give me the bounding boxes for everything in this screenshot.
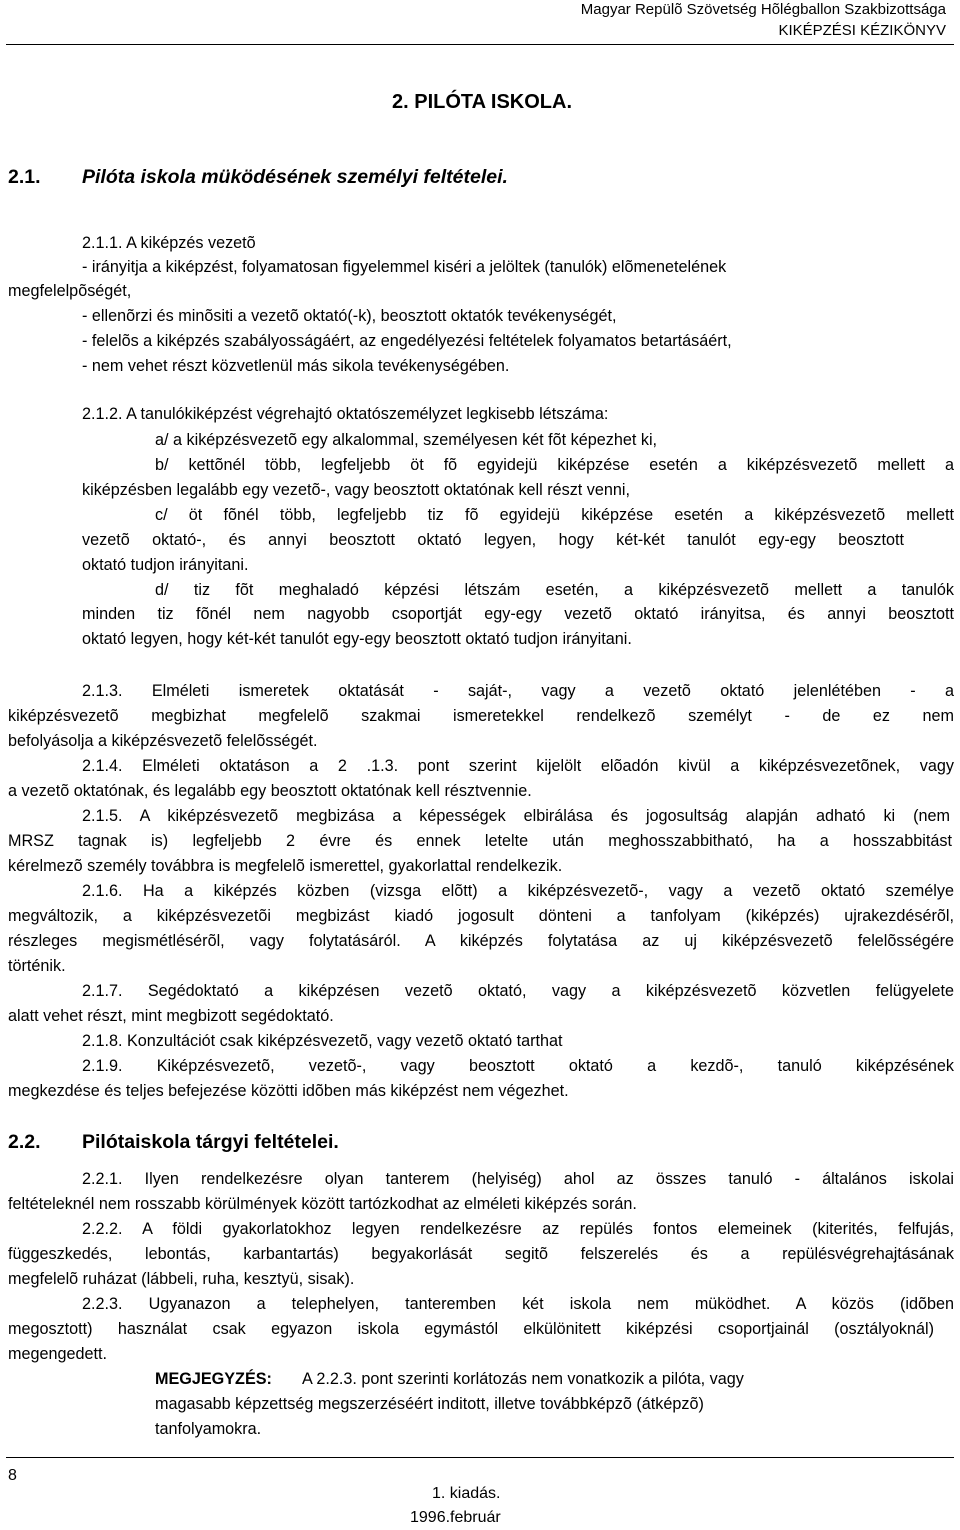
paragraph-line: 2.2.1. Ilyen rendelkezésre olyan tanterem (helyiség) ahol az összes tanuló - általános iskolai [82,1170,954,1188]
paragraph-line: MRSZ tagnak is) legfeljebb 2 évre és ennek letelte után meghosszabbitható, ha a hosszabbitást [8,832,952,850]
header-organization: Magyar Repülõ Szövetség Hõlégballon Szakbizottsága [580,1,946,18]
paragraph-line: 2.1.1. A kiképzés vezetõ [82,234,256,252]
paragraph-line: - ellenõrzi és minõsiti a vezetõ oktató(-k), beosztott oktatók tevékenységét, [82,307,617,325]
paragraph-line: - felelõs a kiképzés szabályosságáért, az engedélyezési feltételek folyamatos betartásáért, [82,332,732,350]
paragraph-line: a vezetõ oktatónak, és legalább egy beosztott oktatónak kell résztvennie. [8,782,532,800]
paragraph-line: 2.1.7. Segédoktató a kiképzésen vezetõ oktató, vagy a kiképzésvezetõ közvetlen felügyelete [82,982,954,1000]
paragraph-line: oktató legyen, hogy két-két tanulót egy-egy beosztott oktató tudjon irányitani. [82,630,632,648]
paragraph-line: - nem vehet részt közvetlenül más sikola tevékenységében. [82,357,510,375]
note-text: tanfolyamokra. [155,1420,262,1438]
paragraph-line: részleges megismétlésérõl, vagy folytatásáról. A kiképzés folytatása az uj kiképzésvezetõ felelõsségére [8,932,954,950]
paragraph-line: 2.2.2. A földi gyakorlatokhoz legyen rendelkezésre az repülés fontos elemeinek (kiterités, felfujás, [82,1220,954,1238]
paragraph-line: feltételeknél nem rosszabb körülmények között tartózkodhat az elméleti kiképzés során. [8,1195,637,1213]
paragraph-line: kiképzésvezetõ megbizhat megfelelõ szakmai ismeretekkel rendelkezõ személyt - de ez nem [8,707,954,725]
section-2-2-title: Pilótaiskola tárgyi feltételei. [82,1131,339,1153]
paragraph-line: megkezdése és teljes befejezése közötti idõben más kiképzést nem végezhet. [8,1082,569,1100]
paragraph-line: függeszkedés, lebontás, karbantartás) begyakorlását segitõ felszerelés és a repülésvégrehajtásának [8,1245,954,1263]
paragraph-line: 2.1.5. A kiképzésvezetõ megbizása a képességek elbirálása és jogosultság alapján adható ki (nem [82,807,950,825]
paragraph-line: 2.1.8. Konzultációt csak kiképzésvezetõ, vagy vezetõ oktató tarthat [82,1032,563,1050]
paragraph-line: megváltozik, a kiképzésvezetõi megbizást kiadó jogosult dönteni a tanfolyam (kiképzés) ujrakezdésérõl, [8,907,954,925]
paragraph-line: - irányitja a kiképzést, folyamatosan figyelemmel kiséri a jelöltek (tanulók) elõmenetelének [82,258,727,276]
paragraph-line: alatt vehet részt, mint megbizott segédoktató. [8,1007,334,1025]
paragraph-line: 2.1.3. Elméleti ismeretek oktatását - saját-, vagy a vezetõ oktató jelenlétében - a [82,682,954,700]
paragraph-line: b/ kettõnél több, legfeljebb öt fõ egyidejü kiképzése esetén a kiképzésvezetõ mellett a [155,456,954,474]
footer-edition: 1. kiadás. [432,1485,501,1502]
paragraph-line: történik. [8,957,66,975]
chapter-title: 2. PILÓTA ISKOLA. [392,91,573,113]
paragraph-line: c/ öt fõnél több, legfeljebb tiz fõ egyidejü kiképzése esetén a kiképzésvezetõ mellett [155,506,954,524]
paragraph-line: minden tiz fõnél nem nagyobb csoportját egy-egy vezetõ oktató irányitsa, és annyi beosztott [82,605,954,623]
header-rule [6,44,954,45]
paragraph-line: 2.1.9. Kiképzésvezetõ, vezetõ-, vagy beosztott oktató a kezdõ-, tanuló kiképzésének [82,1057,954,1075]
paragraph-line: a/ a kiképzésvezetõ egy alkalommal, személyesen két fõt képezhet ki, [155,431,658,449]
paragraph-line: 2.2.3. Ugyanazon a telephelyen, tanteremben két iskola nem müködhet. A közös (idõben [82,1295,954,1313]
paragraph-line: kérelmezõ személy továbbra is megfelelõ ismerettel, gyakorlattal rendelkezik. [8,857,563,875]
paragraph-line: oktató tudjon irányitani. [82,556,249,574]
header-document-title: KIKÉPZÉSI KÉZIKÖNYV [778,22,946,39]
paragraph-line: d/ tiz fõt meghaladó képzési létszám esetén, a kiképzésvezetõ mellett a tanulók [155,581,954,599]
note-text: magasabb képzettség megszerzéséért inditott, illetve továbbképzõ (átképzõ) [155,1395,704,1413]
paragraph-line: 2.1.6. Ha a kiképzés közben (vizsga elõtt) a kiképzésvezetõ-, vagy a vezetõ oktató személye [82,882,954,900]
paragraph-line: megosztott) használat csak egyazon iskola egymástól elkülönitett kiképzési csoportjainál (osztályoknál) [8,1320,934,1338]
paragraph-line: vezetõ oktató-, és annyi beosztott oktató legyen, hogy két-két tanulót egy-egy beosztott [82,531,904,549]
footer-rule [6,1457,954,1458]
page-number: 8 [8,1467,17,1484]
paragraph-line: 2.1.2. A tanulókiképzést végrehajtó oktatószemélyzet legkisebb létszáma: [82,405,609,423]
note-label: MEGJEGYZÉS: [155,1370,272,1388]
paragraph-line: megfelelõ ruházat (lábbeli, ruha, kesztyü, sisak). [8,1270,355,1288]
paragraph-line: 2.1.4. Elméleti oktatáson a 2 .1.3. pont szerint kijelölt elõadón kivül a kiképzésvezetõnek, vagy [82,757,954,775]
footer-date: 1996.február [410,1509,501,1526]
section-2-2-number: 2.2. [8,1131,41,1153]
section-2-1-number: 2.1. [8,166,41,188]
section-2-1-title: Pilóta iskola müködésének személyi feltételei. [82,166,508,188]
paragraph-line: kiképzésben legalább egy vezetõ-, vagy beosztott oktatónak kell részt venni, [82,481,630,499]
paragraph-line: befolyásolja a kiképzésvezetõ felelõsségét. [8,732,318,750]
note-text: A 2.2.3. pont szerinti korlátozás nem vonatkozik a pilóta, vagy [302,1370,744,1388]
paragraph-line: megfelelpõségét, [8,282,132,300]
paragraph-line: megengedett. [8,1345,107,1363]
